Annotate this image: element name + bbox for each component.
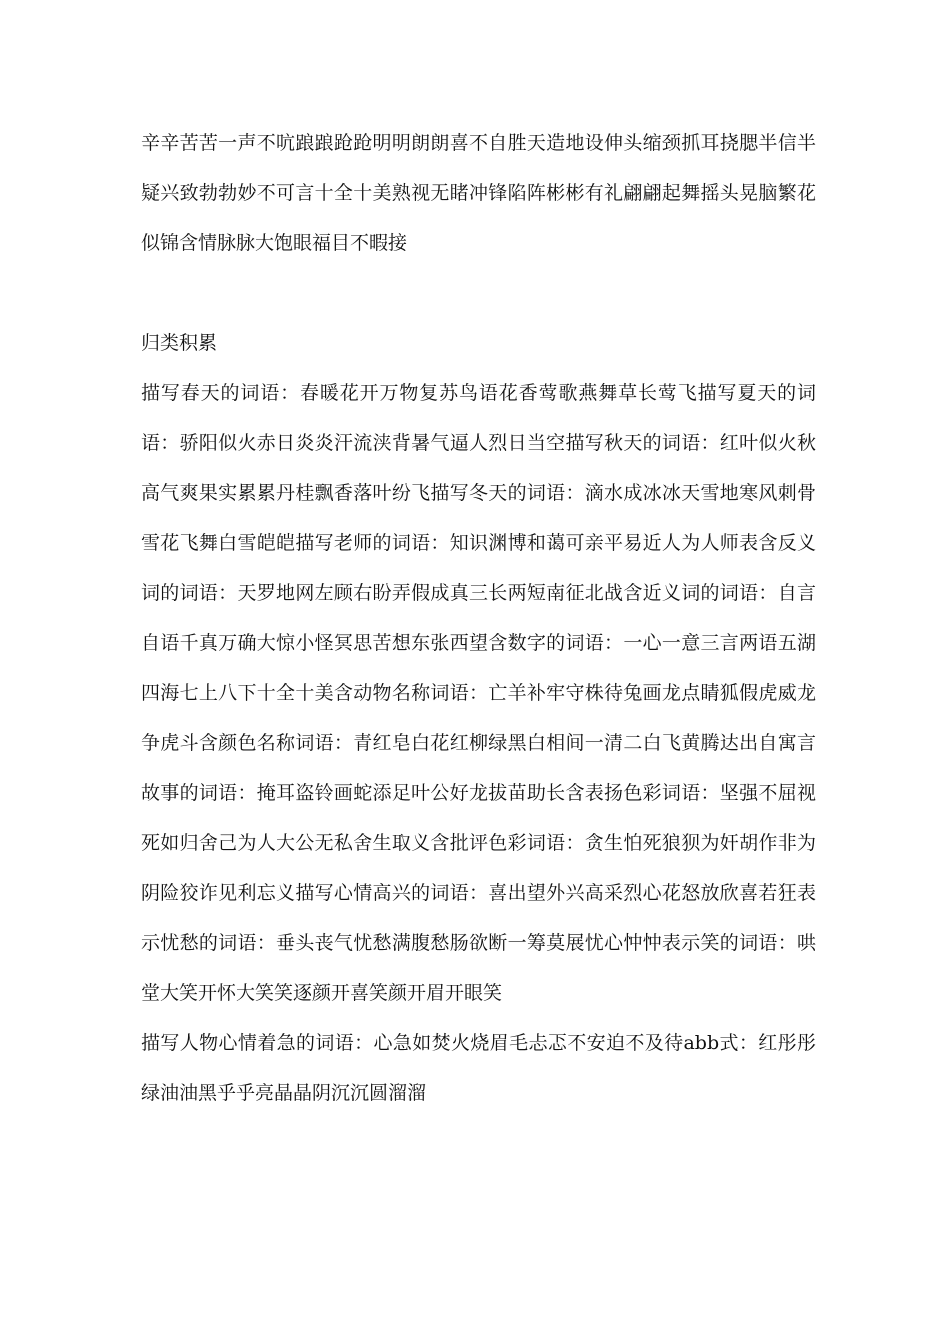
idiom-list-paragraph: 辛辛苦苦一声不吭踉踉跄跄明明朗朗喜不自胜天造地设伸头缩颈抓耳挠腮半信半疑兴致勃勃妙不可言十全十美熟视无睹冲锋陷阵彬彬有礼翩翩起舞摇头晃脑繁花似锦含情脉脉大饱眼福目不暇接 [141, 132, 816, 254]
document-page [141, 118, 816, 1118]
mood-and-abb-paragraph: 描写人物心情着急的词语：心急如焚火烧眉毛忐忑不安迫不及待abb式：红彤彤绿油油黑乎乎亮晶晶阴沉沉圆溜溜 [141, 1032, 816, 1104]
section-heading: 归类积累 [141, 332, 218, 354]
category-words-paragraph: 描写春天的词语：春暖花开万物复苏鸟语花香莺歌燕舞草长莺飞描写夏天的词语：骄阳似火赤日炎炎汗流浃背暑气逼人烈日当空描写秋天的词语：红叶似火秋高气爽果实累累丹桂飘香落叶纷飞描写冬天的词语：滴水成冰冰天雪地寒风刺骨雪花飞舞白雪皑皑描写老师的词语：知识渊博和蔼可亲平易近人为人师表含反义词的词语：天罗地网左顾右盼弄假成真三长两短南征北战含近义词的词语：自言自语千真万确大惊小怪冥思苦想东张西望含数字的词语：一心一意三言两语五湖四海七上八下十全十美含动物名称词语：亡羊补牢守株待兔画龙点睛狐假虎威龙争虎斗含颜色名称词语：青红皂白花红柳绿黑白相间一清二白飞黄腾达出自寓言故事的词语：掩耳盗铃画蛇添足叶公好龙拔苗助长含表扬色彩词语：坚强不屈视死如归舍己为人大公无私舍生取义含批评色彩词语：贪生怕死狼狈为奸胡作非为阴险狡诈见利忘义描写心情高兴的词语：喜出望外兴高采烈心花怒放欣喜若狂表示忧愁的词语：垂头丧气忧愁满腹愁肠欲断一筹莫展忧心忡忡表示笑的词语：哄堂大笑开怀大笑笑逐颜开喜笑颜开眉开眼笑 [141, 382, 816, 1004]
paragraph-spacer [141, 268, 816, 318]
